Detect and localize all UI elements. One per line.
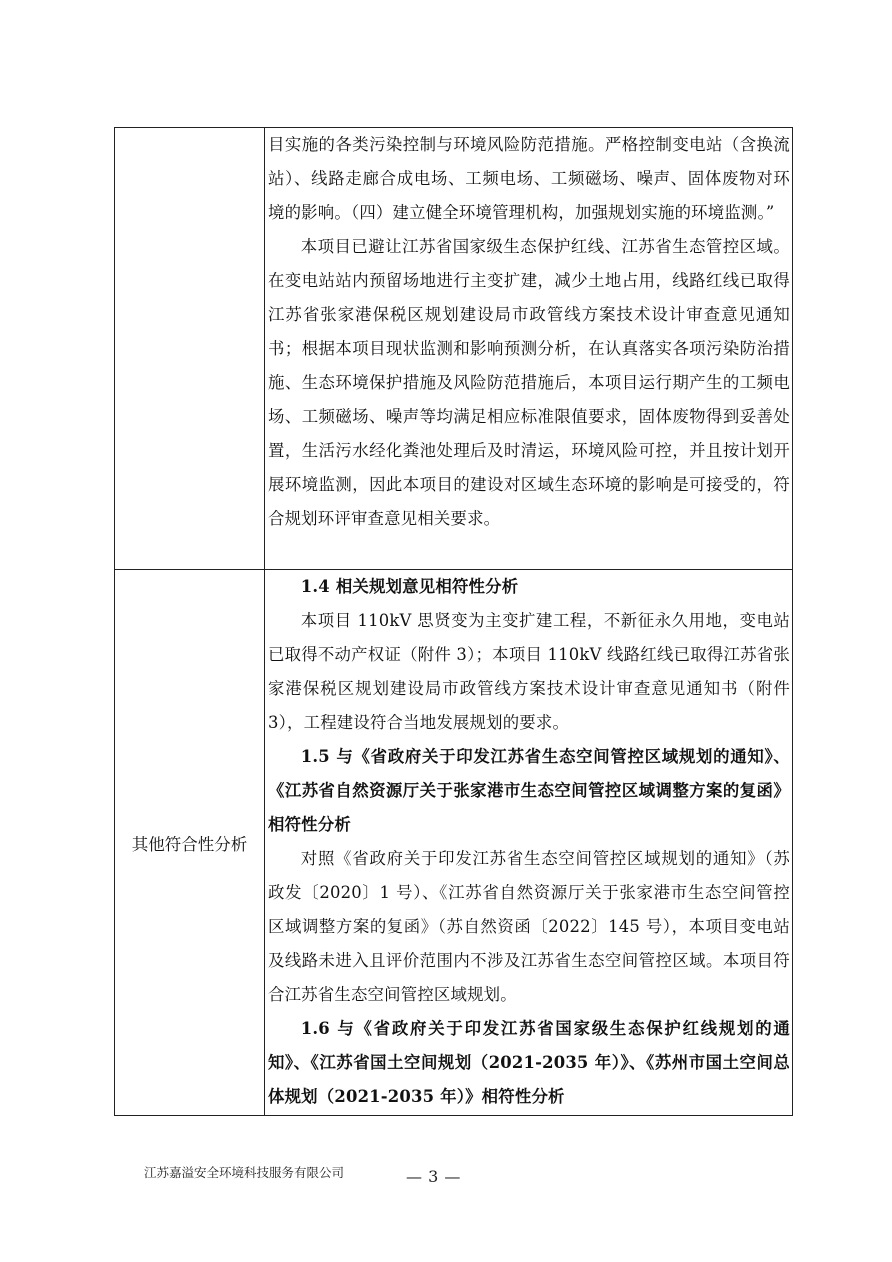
table-row xyxy=(115,569,792,1115)
row-label-other-compliance: 其他符合性分析 xyxy=(115,570,265,1115)
row-content-cell xyxy=(265,570,792,1115)
paragraph-conclusion: 本项目已避让江苏省国家级生态保护红线、江苏省生态管控区域。在变电站站内预留场地进行主变扩建，减少土地占用，线路红线已取得江苏省张家港保税区规划建设局市政管线方案技术设计审查意见通知书；根据本项目现状监测和影响预测分析，在认真落实各项污染防治措施、生态环境保护措施及风险防范措施后，本项目运行期产生的工频电场、工频磁场、噪声等均满足相应标准限值要求，固体废物得到妥善处置，生活污水经化粪池处理后及时清运，环境风险可控，并且按计划开展环境监测，因此本项目的建设对区域生态环境的影响是可接受的，符合规划环评审查意见相关要求。 xyxy=(268,237,790,528)
section-heading-1-4: 1.4 相关规划意见相符性分析 xyxy=(300,577,519,596)
page-number: — 3 — xyxy=(406,1167,461,1186)
footer-company-name: 江苏嘉溢安全环境科技服务有限公司 xyxy=(144,1165,345,1180)
paragraph-continued: 目实施的各类污染控制与环境风险防范措施。严格控制变电站（含换流站）、线路走廊合成电场、工频电场、工频磁场、噪声、固体废物对环境的影响。（四）建立健全环境管理机构，加强规划实施的环境监测。” xyxy=(268,135,790,222)
section-heading-1-5: 1.5 与《省政府关于印发江苏省生态空间管控区域规划的通知》、《江苏省自然资源厅关于张家港市生态空间管控区域调整方案的复函》相符性分析 xyxy=(268,747,790,834)
row-label-cell xyxy=(115,128,265,569)
section-text-1-5: 对照《省政府关于印发江苏省生态空间管控区域规划的通知》（苏政发〔2020〕1 号）、《江苏省自然资源厅关于张家港市生态空间管控区域调整方案的复函》（苏自然资函〔2022〕145 号），本项目变电站及线路未进入且评价范围内不涉及江苏省生态空间管控区域。本项目符合江苏省生态空间管控区域规划。 xyxy=(268,849,790,1004)
table-row xyxy=(115,128,792,569)
section-text-1-4: 本项目 110kV 思贤变为主变扩建工程，不新征永久用地，变电站已取得不动产权证（附件 3）；本项目 110kV 线路红线已取得江苏省张家港保税区规划建设局市政管线方案技术设计审查意见通知书（附件 3），工程建设符合当地发展规划的要求。 xyxy=(268,611,790,732)
compliance-table xyxy=(114,127,793,1116)
section-heading-1-6: 1.6 与《省政府关于印发江苏省国家级生态保护红线规划的通知》、《江苏省国土空间规划（2021-2035 年）》、《苏州市国土空间总体规划（2021-2035 年）》相符性分析 xyxy=(268,1019,790,1106)
row-content-cell xyxy=(265,128,792,569)
